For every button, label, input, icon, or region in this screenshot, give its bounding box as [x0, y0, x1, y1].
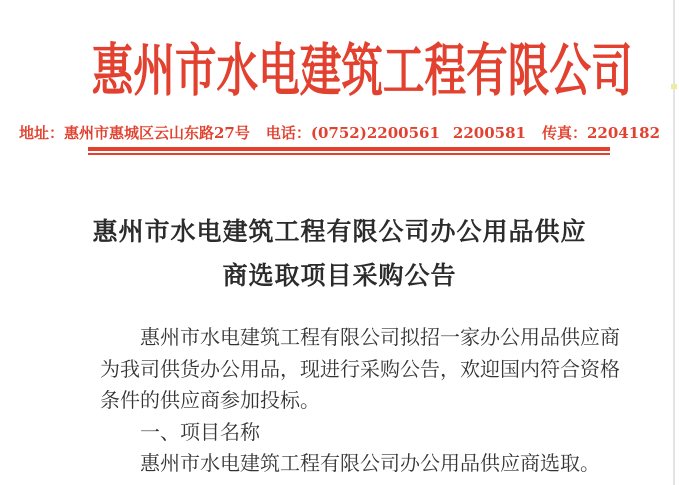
- document-body: [100, 322, 621, 480]
- intro-paragraph: 惠州市水电建筑工程有限公司拟招一家办公用品供应商为我司供货办公用品，现进行采购公告，欢迎国内符合资格条件的供应商参加投标。: [100, 325, 620, 413]
- section1-heading: 一、项目名称: [140, 419, 260, 444]
- phone-number-1: (0752)2200561: [310, 124, 440, 142]
- fax-value: 2204182: [586, 124, 661, 142]
- fax-label: 传真：: [541, 124, 587, 142]
- company-name-heading: 惠州市水电建筑工程有限公司: [91, 37, 633, 104]
- scan-edge-line: [673, 0, 675, 485]
- document-title-line-2: 商选取项目采购公告: [222, 261, 457, 290]
- phone-segment: [266, 124, 526, 142]
- section1-body: 惠州市水电建筑工程有限公司办公用品供应商选取。: [140, 451, 600, 476]
- address-label: 地址：: [18, 124, 64, 142]
- divider-thick-line: [88, 147, 610, 151]
- contact-line: [0, 123, 679, 143]
- document-title: [0, 210, 679, 298]
- divider-thin-line: [88, 153, 610, 155]
- scan-artifact-mark: [671, 84, 677, 89]
- phone-label: 电话：: [265, 124, 311, 142]
- document-title-line-1: 惠州市水电建筑工程有限公司办公用品供应: [92, 217, 587, 246]
- phone-number-2: 2200581: [452, 124, 526, 142]
- letterhead-divider-rule: [88, 147, 610, 155]
- address-segment: [19, 124, 250, 142]
- address-value: 惠州市惠城区云山东路27号: [63, 124, 250, 142]
- fax-segment: [542, 124, 660, 142]
